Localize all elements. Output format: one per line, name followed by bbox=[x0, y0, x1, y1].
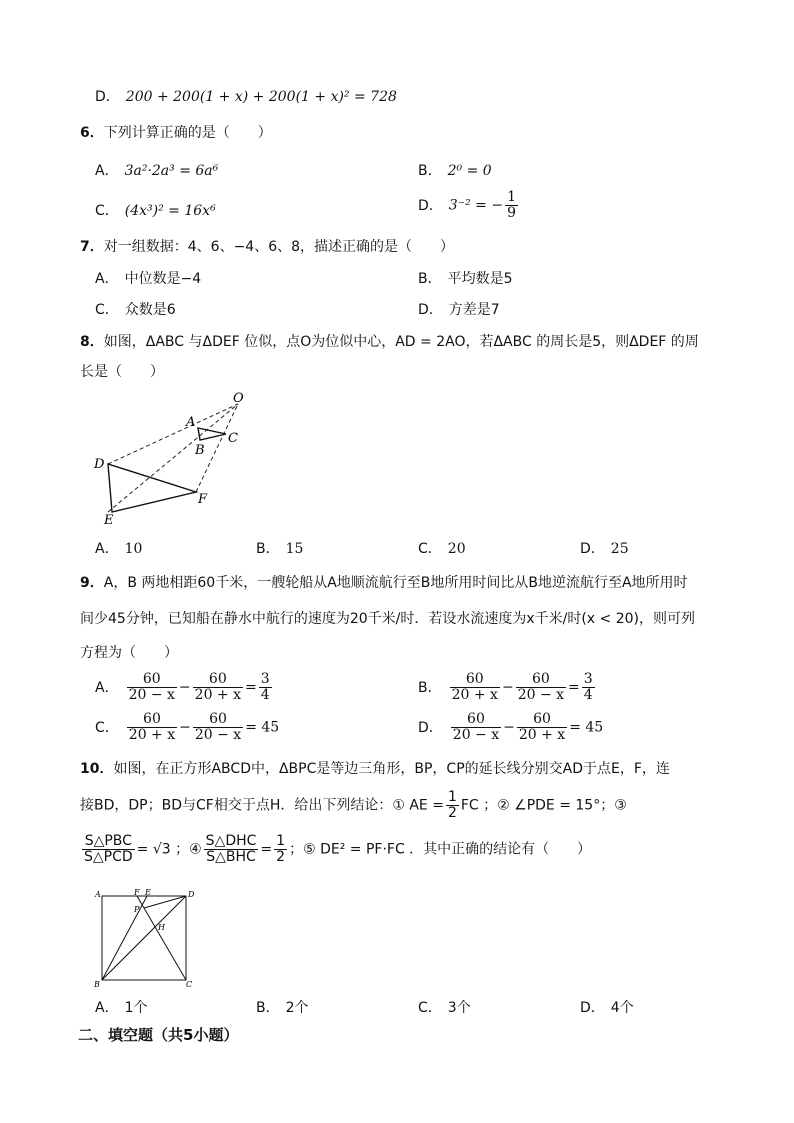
q9-stem-line1 bbox=[80, 574, 688, 592]
q8-option-b bbox=[256, 540, 303, 558]
option-label: B． bbox=[418, 163, 442, 179]
question-number: 10． bbox=[80, 761, 114, 777]
question-text: 如图，在正方形ABCD中，ΔBPC是等边三角形，BP，CP的延长线分别交AD于点E，F，连 bbox=[113, 761, 670, 777]
q9-stem-line3 bbox=[80, 644, 178, 662]
question-number: 8． bbox=[80, 334, 104, 350]
option-text: 3a²·2a³ = 6a⁶ bbox=[124, 163, 219, 179]
frac-num: 1 bbox=[447, 789, 457, 805]
frac-num: 3 bbox=[583, 671, 593, 687]
q7-option-d bbox=[418, 301, 500, 319]
option-text: 3个 bbox=[447, 1000, 471, 1016]
label-e: E bbox=[145, 888, 151, 897]
frac-den: 2 bbox=[276, 849, 286, 865]
option-label: A． bbox=[95, 1000, 119, 1016]
fraction bbox=[193, 712, 243, 743]
q8-figure bbox=[88, 392, 258, 527]
equation-rhs: = 45 bbox=[569, 719, 604, 736]
option-label: A． bbox=[95, 541, 119, 557]
q6-option-b bbox=[418, 162, 492, 180]
frac-den: 20 − x bbox=[517, 687, 565, 703]
option-text: 众数是6 bbox=[124, 302, 176, 318]
label-h: H bbox=[158, 923, 165, 932]
question-text: ；⑤ DE² = PF·FC ．其中正确的结论有（ ） bbox=[289, 841, 592, 858]
frac-den: 2 bbox=[447, 805, 457, 821]
option-text: 25 bbox=[610, 541, 629, 557]
q10-figure bbox=[92, 888, 202, 992]
operator: − bbox=[178, 679, 191, 696]
option-text: 3⁻² = − bbox=[448, 197, 504, 214]
question-text: 接BD，DP；BD与CF相交于点H．给出下列结论：① AE = bbox=[80, 797, 444, 814]
q6-option-c bbox=[95, 202, 216, 220]
label-f: F bbox=[198, 492, 208, 507]
label-c: C bbox=[228, 431, 238, 446]
question-number: 6． bbox=[80, 125, 104, 141]
frac-num: S△DHC bbox=[205, 833, 257, 849]
frac-num: 60 bbox=[516, 672, 566, 688]
option-text: 2⁰ = 0 bbox=[447, 163, 492, 179]
frac-num: 1 bbox=[507, 189, 516, 205]
section-title: 二、填空题（共5小题） bbox=[78, 1026, 239, 1044]
q10-stem-line2 bbox=[80, 790, 627, 821]
question-text: A，B 两地相距60千米，一艘轮船从A地顺流航行至B地所用时间比从B地逆流航行至A地所用时 bbox=[103, 575, 688, 591]
q8-stem-line1 bbox=[80, 333, 699, 351]
frac-num: 60 bbox=[193, 672, 243, 688]
q9-option-c bbox=[95, 712, 279, 743]
q6-option-a bbox=[95, 162, 218, 180]
fraction bbox=[505, 190, 518, 221]
line-do bbox=[108, 404, 238, 464]
option-text: 4个 bbox=[610, 1000, 634, 1016]
label-c: C bbox=[186, 980, 193, 989]
option-text: (4x³)² = 16x⁶ bbox=[124, 203, 216, 219]
q10-option-c bbox=[418, 999, 471, 1017]
question-text: 方程为（ ） bbox=[80, 645, 178, 661]
label-a: A bbox=[186, 415, 196, 430]
fraction bbox=[451, 712, 501, 743]
option-label: C． bbox=[95, 719, 119, 736]
fraction bbox=[82, 834, 135, 865]
frac-den: 4 bbox=[260, 687, 270, 703]
frac-den: 20 − x bbox=[128, 687, 175, 703]
frac-num: 60 bbox=[193, 712, 243, 728]
frac-num: 60 bbox=[127, 672, 177, 688]
question-text: 长是（ ） bbox=[80, 364, 164, 380]
frac-den: S△PCD bbox=[84, 849, 133, 865]
fraction bbox=[274, 834, 287, 865]
q7-stem bbox=[80, 238, 454, 256]
operator: − bbox=[179, 719, 191, 736]
line-eo bbox=[108, 404, 238, 512]
q10-option-d bbox=[580, 999, 634, 1017]
q8-option-d bbox=[580, 540, 629, 558]
option-label: B． bbox=[418, 271, 442, 287]
q5-option-d bbox=[95, 88, 397, 106]
frac-num: S△PBC bbox=[82, 834, 135, 850]
frac-num: 60 bbox=[451, 712, 501, 728]
q8-option-a bbox=[95, 540, 142, 558]
option-text: 2个 bbox=[285, 1000, 309, 1016]
option-label: D． bbox=[418, 302, 443, 318]
q9-stem-line2 bbox=[80, 610, 695, 628]
option-text: 方差是7 bbox=[448, 302, 500, 318]
frac-num: 60 bbox=[450, 672, 500, 688]
option-label: B． bbox=[256, 541, 280, 557]
q9-option-b: B． $\frac{60}{20 + x}$ − $\frac{60}{20 - x}$ = $\frac{3}{4}$ bbox=[418, 671, 593, 703]
option-text: 中位数是−4 bbox=[124, 271, 202, 287]
option-label: D． bbox=[418, 197, 443, 214]
q8-option-c bbox=[418, 540, 466, 558]
frac-den: 20 + x bbox=[194, 687, 241, 703]
option-label: C． bbox=[95, 302, 119, 318]
q9-option-a: A． $\frac{60}{20 - x}$ − $\frac{60}{20 + x}$ = $\frac{3}{4}$ bbox=[95, 671, 270, 703]
question-text: 下列计算正确的是（ ） bbox=[103, 125, 272, 141]
option-text: 15 bbox=[285, 541, 304, 557]
question-number: 7． bbox=[80, 239, 104, 255]
option-label: C． bbox=[95, 203, 119, 219]
option-text: 平均数是5 bbox=[447, 271, 513, 287]
option-label: A． bbox=[95, 679, 119, 696]
fraction bbox=[193, 672, 243, 703]
fraction bbox=[204, 834, 259, 865]
frac-den: S△BHC bbox=[206, 849, 256, 865]
question-text: FC ；② ∠PDE = 15°；③ bbox=[460, 797, 627, 814]
frac-den: 9 bbox=[507, 205, 516, 221]
frac-num: 3 bbox=[260, 671, 270, 687]
label-b: B bbox=[195, 443, 205, 458]
frac-den: 20 − x bbox=[452, 727, 500, 743]
label-d: D bbox=[188, 890, 195, 899]
fraction bbox=[127, 672, 177, 703]
option-text: 10 bbox=[124, 541, 143, 557]
question-text: 对一组数据：4、6、−4、6、8，描述正确的是（ ） bbox=[103, 239, 455, 255]
frac-den: 4 bbox=[583, 687, 593, 703]
option-label: A． bbox=[95, 163, 119, 179]
fraction bbox=[582, 672, 595, 703]
frac-den: 20 + x bbox=[451, 687, 498, 703]
fraction bbox=[450, 672, 500, 703]
frac-den: 20 − x bbox=[194, 727, 242, 743]
frac-num: 60 bbox=[517, 712, 567, 728]
option-label: C． bbox=[418, 541, 442, 557]
q7-option-b bbox=[418, 270, 513, 288]
fraction bbox=[517, 712, 567, 743]
label-b: B bbox=[94, 980, 100, 989]
fraction bbox=[516, 672, 566, 703]
q10-stem-line1 bbox=[80, 760, 670, 778]
q8-stem-line2 bbox=[80, 363, 164, 381]
operator: − bbox=[501, 679, 514, 696]
option-label: C． bbox=[418, 1000, 442, 1016]
frac-den: 20 + x bbox=[128, 727, 176, 743]
q10-stem-line3 bbox=[80, 834, 591, 865]
label-f: F bbox=[134, 888, 140, 897]
option-label: D． bbox=[580, 1000, 605, 1016]
option-label: A． bbox=[95, 271, 119, 287]
equals: = bbox=[260, 841, 273, 858]
option-label: D． bbox=[580, 541, 605, 557]
operator: − bbox=[503, 719, 515, 736]
option-label: D． bbox=[95, 89, 120, 105]
fraction bbox=[259, 672, 272, 703]
question-text: 如图，ΔABC 与ΔDEF 位似，点O为位似中心，AD = 2AO，若ΔABC 的周长是5，则ΔDEF 的周 bbox=[103, 334, 699, 350]
question-text: = √3 ；④ bbox=[136, 841, 202, 858]
option-label: B． bbox=[418, 679, 442, 696]
label-o: O bbox=[233, 392, 244, 406]
q10-option-a bbox=[95, 999, 148, 1017]
frac-num: 1 bbox=[276, 833, 286, 849]
line-be bbox=[102, 896, 147, 980]
q6-stem bbox=[80, 124, 272, 142]
fraction bbox=[127, 712, 177, 743]
label-e: E bbox=[104, 513, 114, 527]
label-p: P bbox=[134, 905, 140, 914]
triangle-def bbox=[108, 464, 196, 512]
option-label: B． bbox=[256, 1000, 280, 1016]
q7-option-a bbox=[95, 270, 201, 288]
q6-option-d bbox=[418, 190, 520, 221]
option-text: 200 + 200(1 + x) + 200(1 + x)² = 728 bbox=[125, 89, 397, 105]
question-text: 间少45分钟，已知船在静水中航行的速度为20千米/时．若设水流速度为x千米/时(x < 20)，则可列 bbox=[80, 611, 695, 627]
q7-option-c bbox=[95, 301, 176, 319]
label-d: D bbox=[94, 457, 105, 472]
option-text: 1个 bbox=[124, 1000, 148, 1016]
fraction bbox=[446, 790, 459, 821]
option-text: 20 bbox=[447, 541, 466, 557]
equation-rhs: = 45 bbox=[245, 719, 280, 736]
frac-den: 20 + x bbox=[518, 727, 566, 743]
q9-option-d bbox=[418, 712, 603, 743]
question-number: 9． bbox=[80, 575, 104, 591]
frac-num: 60 bbox=[127, 712, 177, 728]
option-label: D． bbox=[418, 719, 443, 736]
q10-option-b bbox=[256, 999, 309, 1017]
label-a: A bbox=[95, 890, 101, 899]
